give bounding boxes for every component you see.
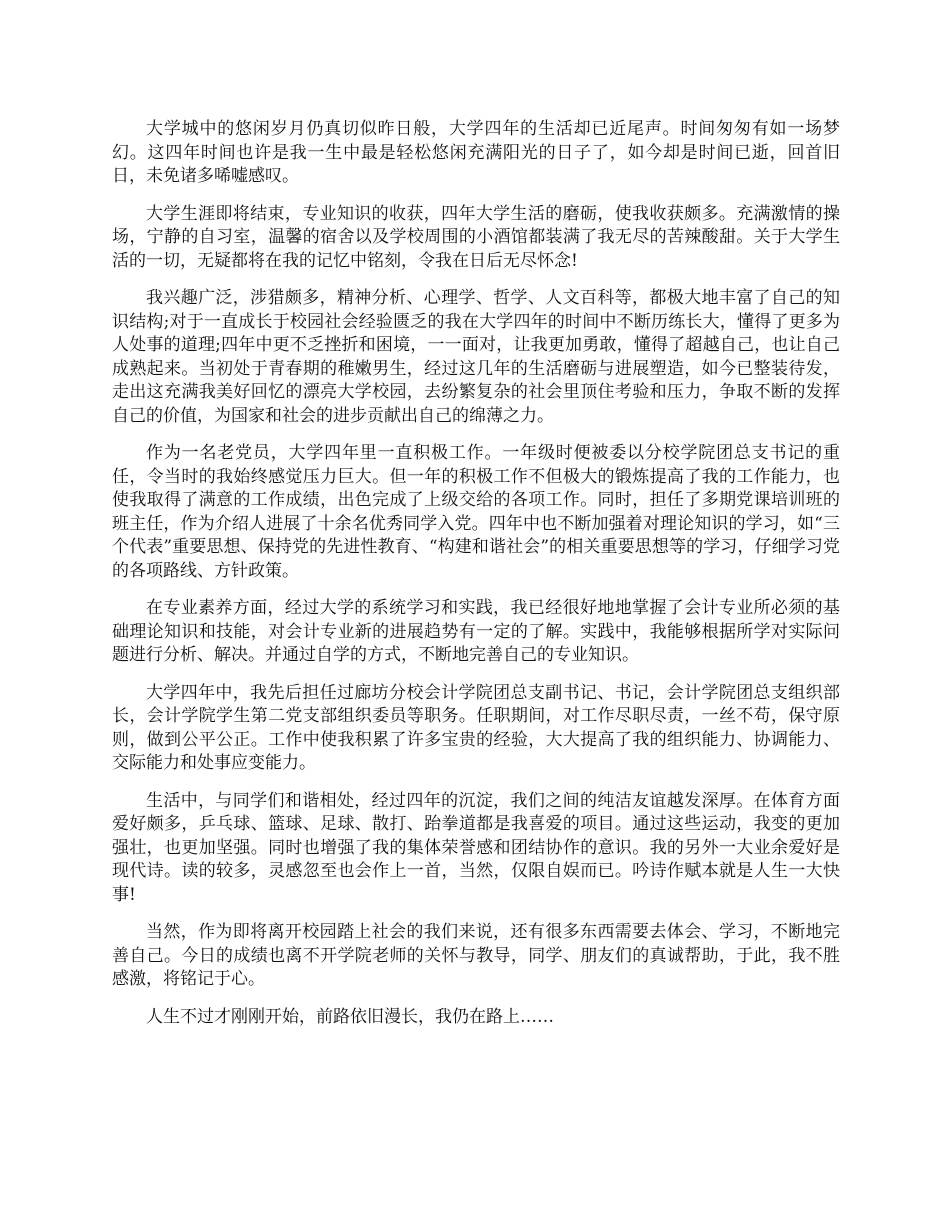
paragraph-4: 作为一名老党员，大学四年里一直积极工作。一年级时便被委以分校学院团总支书记的重任，令当时的我始终感觉压力巨大。但一年的积极工作不但极大的锻炼提高了我的工作能力，也使我取得了满意的工作成绩，出色完成了上级交给的各项工作。同时，担任了多期党课培训班的班主任，作为介绍人进展了十余名优秀同学入党。四年中也不断加强着对理论知识的学习，如“三个代表”重要思想、保持党的先进性教育、“构建和谐社会”的相关重要思想等的学习，仔细学习党的各项路线、方针政策。 <box>112 443 840 581</box>
paragraph-2: 大学生涯即将结束，专业知识的收获，四年大学生活的磨砺，使我收获颇多。充满激情的操场，宁静的自习室，温馨的宿舍以及学校周围的小酒馆都装满了我无尽的苦辣酸甜。关于大学生活的一切，无疑都将在我的记忆中铭刻，令我在日后无尽怀念! <box>112 203 840 271</box>
paragraph-7: 生活中，与同学们和谐相处，经过四年的沉淀，我们之间的纯洁友谊越发深厚。在体育方面爱好颇多，乒乓球、篮球、足球、散打、跆拳道都是我喜爱的项目。通过这些运动，我变的更加强壮，也更加坚强。同时也增强了我的集体荣誉感和团结协作的意识。我的另外一大业余爱好是现代诗。读的较多，灵感忽至也会作上一首，当然，仅限自娱而已。吟诗作赋本就是人生一大快事! <box>112 790 840 905</box>
document-body <box>112 118 840 1043</box>
paragraph-8: 当然，作为即将离开校园踏上社会的我们来说，还有很多东西需要去体会、学习，不断地完善自己。今日的成绩也离不开学院老师的关怀与教导，同学、朋友们的真诚帮助，于此，我不胜感激，将铭记于心。 <box>112 922 840 989</box>
paragraph-6: 大学四年中，我先后担任过廊坊分校会计学院团总支副书记、书记，会计学院团总支组织部长，会计学院学生第二党支部组织委员等职务。任职期间，对工作尽职尽责，一丝不苟，保守原则，做到公平公正。工作中使我积累了许多宝贵的经验，大大提高了我的组织能力、协调能力、交际能力和处事应变能力。 <box>112 682 840 773</box>
paragraph-3: 我兴趣广泛，涉猎颇多，精神分析、心理学、哲学、人文百科等，都极大地丰富了自己的知识结构;对于一直成长于校园社会经验匮乏的我在大学四年的时间中不断历练长大，懂得了更多为人处事的道理;四年中更不乏挫折和困境，一一面对，让我更加勇敢，懂得了超越自己，也让自己成熟起来。当初处于青春期的稚嫩男生，经过这几年的生活磨砺与进展塑造，如今已整装待发，走出这充满我美好回忆的漂亮大学校园，去纷繁复杂的社会里顶住考验和压力，争取不断的发挥自己的价值，为国家和社会的进步贡献出自己的绵薄之力。 <box>112 288 840 426</box>
paragraph-1: 大学城中的悠闲岁月仍真切似昨日般，大学四年的生活却已近尾声。时间匆匆有如一场梦幻。这四年时间也许是我一生中最是轻松悠闲充满阳光的日子了，如今却是时间已逝，回首旧日，未免诸多唏嘘感叹。 <box>112 119 840 186</box>
paragraph-5: 在专业素养方面，经过大学的系统学习和实践，我已经很好地地掌握了会计专业所必须的基础理论知识和技能，对会计专业新的进展趋势有一定的了解。实践中，我能够根据所学对实际问题进行分析、解决。并通过自学的方式，不断地完善自己的专业知识。 <box>112 598 840 665</box>
paragraph-9: 人生不过才刚刚开始，前路依旧漫长，我仍在路上…… <box>146 1006 554 1027</box>
